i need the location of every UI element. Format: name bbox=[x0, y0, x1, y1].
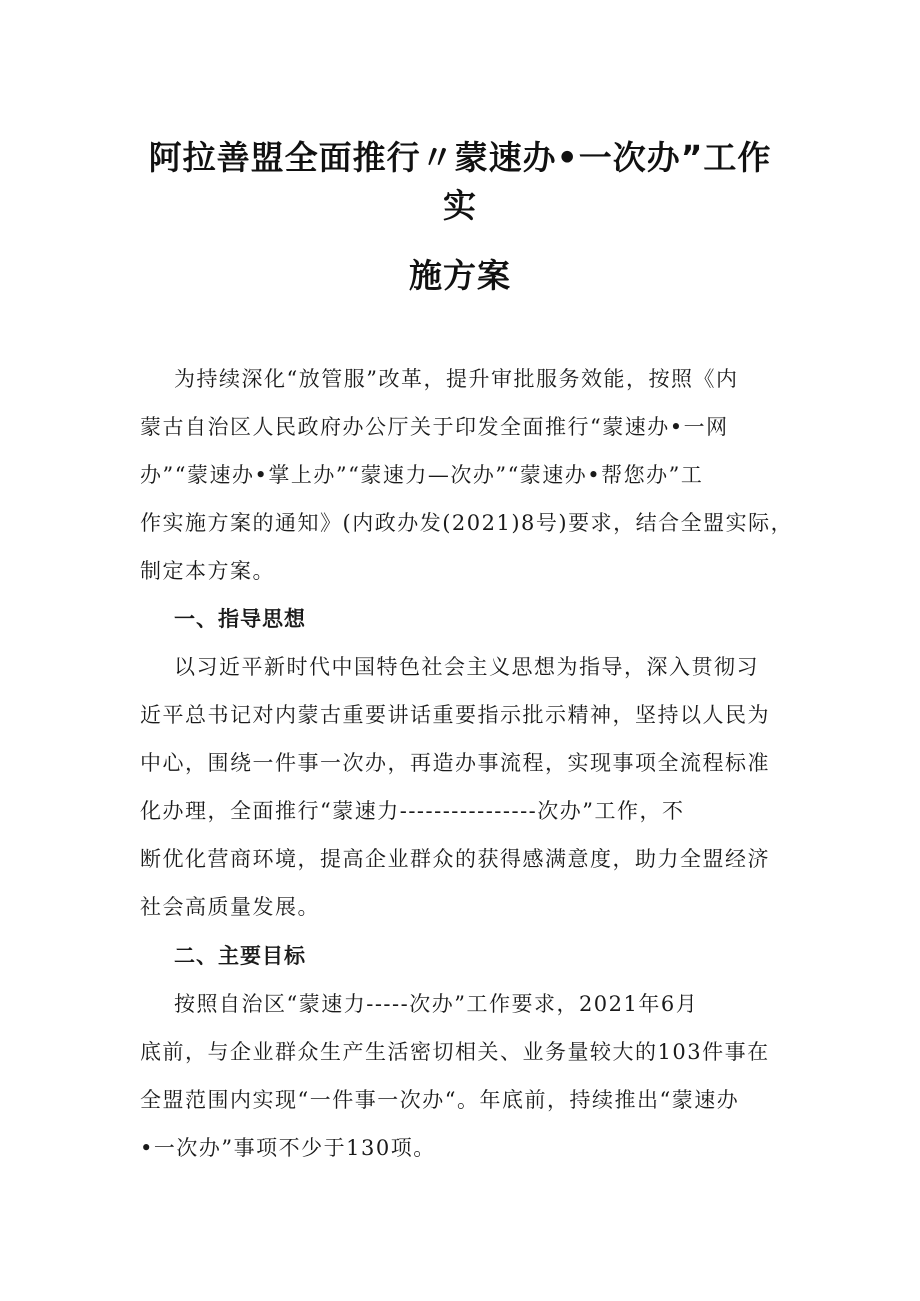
intro-line: 蒙古自治区人民政府办公厅关于印发全面推行“蒙速办•一网 bbox=[140, 415, 729, 439]
section-1-heading: 一、指导思想 bbox=[174, 607, 306, 631]
section-2 bbox=[140, 932, 790, 1172]
intro-line: 作实施方案的通知》(内政办发(2021)8号)要求，结合全盟实际， bbox=[140, 511, 794, 535]
document-title-line-3: 施方案 bbox=[409, 256, 511, 295]
section-2-line: 底前，与企业群众生产生活密切相关、业务量较大的103件事在 bbox=[140, 1040, 770, 1064]
section-1-line: 社会高质量发展。 bbox=[140, 895, 320, 919]
document-title-line-1: 阿拉善盟全面推行〃蒙速办•一次办”工作 bbox=[148, 138, 772, 177]
section-2-heading: 二、主要目标 bbox=[174, 944, 306, 968]
section-1-line: 中心，围绕一件事一次办，再造办事流程，实现事项全流程标准 bbox=[140, 751, 770, 775]
section-2-line: •一次办”事项不少于130项。 bbox=[140, 1136, 436, 1160]
section-2-line: 按照自治区“蒙速力-----次办”工作要求，2021年6月 bbox=[174, 992, 699, 1016]
intro-line: 办”“蒙速办•掌上办”“蒙速力—次办”“蒙速办•帮您办”工 bbox=[140, 463, 704, 487]
section-1-line: 化办理，全面推行“蒙速力----------------次办”工作，不 bbox=[140, 799, 685, 823]
section-1-line: 以习近平新时代中国特色社会主义思想为指导，深入贯彻习 bbox=[174, 655, 759, 679]
section-1-line: 近平总书记对内蒙古重要讲话重要指示批示精神，坚持以人民为 bbox=[140, 703, 770, 727]
intro-paragraph bbox=[140, 355, 794, 595]
section-2-line: 全盟范围内实现“一件事一次办“。年底前，持续推出“蒙速办 bbox=[140, 1088, 740, 1112]
intro-line: 为持续深化“放管服”改革，提升审批服务效能，按照《内 bbox=[174, 367, 739, 391]
intro-line: 制定本方案。 bbox=[140, 559, 275, 583]
document-title-line-2: 实 bbox=[443, 186, 477, 225]
section-1-line: 断优化营商环境，提高企业群众的获得感满意度，助力全盟经济 bbox=[140, 847, 770, 871]
section-1 bbox=[140, 595, 790, 931]
